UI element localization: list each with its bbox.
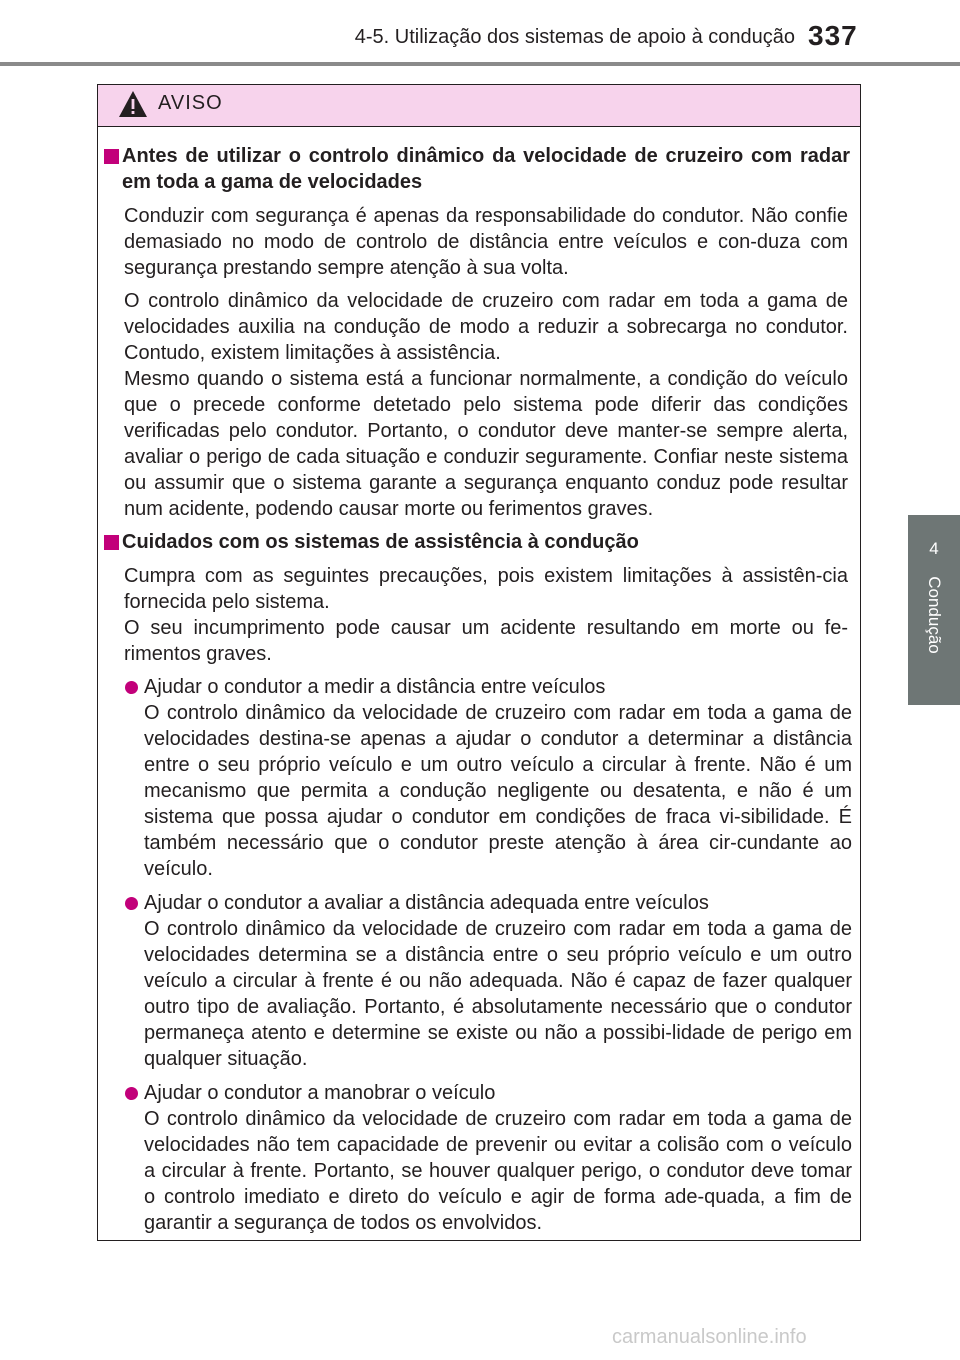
paragraph-text: O seu incumprimento pode causar um acidente resultando em morte ou fe-rimentos graves. — [124, 617, 848, 665]
warning-label: AVISO — [158, 92, 223, 114]
chapter-label: Condução — [925, 576, 944, 654]
paragraph-text: O controlo dinâmico da velocidade de cruzeiro com radar em toda a gama de velocidades auxilia na condução de modo a reduzir a sobrecarga no condutor. Contudo, existem limitações à assistência. — [124, 290, 848, 364]
list-item — [98, 674, 860, 882]
paragraph-text: Cumpra com as seguintes precauções, pois existem limitações à assistên-cia fornecida pelo sistema. — [124, 565, 848, 613]
paragraph — [98, 288, 860, 522]
section-title: 4-5. Utilização dos sistemas de apoio à condução — [354, 26, 795, 48]
page-number: 337 — [808, 20, 858, 51]
warning-box — [97, 84, 861, 1241]
section-heading-text: Cuidados com os sistemas de assistência à condução — [122, 531, 639, 553]
paragraph — [98, 563, 860, 667]
section-heading-before-use — [98, 143, 860, 195]
bullet-dot-icon — [125, 681, 138, 694]
bullet-text: O controlo dinâmico da velocidade de cruzeiro com radar em toda a gama de velocidades determina se a distância entre o seu próprio veículo e um outro veículo a circular à frente é ou não adequada. Não é capaz de fazer qualquer outro tipo de avaliação. Portanto, é absolutamente necessário que o condutor permaneça atento e determine se existe ou não a possibi-lidade de perigo em qualquer situação. — [144, 918, 852, 1070]
warning-header — [98, 85, 860, 127]
chapter-number: 4 — [929, 539, 939, 558]
bullet-text: O controlo dinâmico da velocidade de cruzeiro com radar em toda a gama de velocidades não tem capacidade de prevenir ou evitar a colisão com o veículo a circular à frente. Portanto, se houver qualquer perigo, o condutor deve tomar o controlo imediato e direto do veículo e agir de forma ade-quada, a fim de garantir a segurança de todos os envolvidos. — [144, 1108, 852, 1234]
bullet-title: Ajudar o condutor a medir a distância entre veículos — [144, 676, 606, 698]
bullet-dot-icon — [125, 1087, 138, 1100]
warning-triangle-icon — [118, 90, 148, 118]
section-heading-assist-precautions — [98, 529, 860, 555]
warning-content — [98, 143, 860, 1244]
bullet-title: Ajudar o condutor a avaliar a distância adequada entre veículos — [144, 892, 709, 914]
chapter-side-tab[interactable] — [908, 515, 960, 705]
section-square-icon — [104, 149, 119, 164]
section-square-icon — [104, 535, 119, 550]
paragraph: Conduzir com segurança é apenas da responsabilidade do condutor. Não confie demasiado no modo de controlo de distância entre veículos e con-duza com segurança prestando sempre atenção à sua volta. — [124, 205, 848, 279]
section-heading-text: Antes de utilizar o controlo dinâmico da velocidade de cruzeiro com radar em toda a gama de velocidades — [122, 145, 850, 193]
bullet-dot-icon — [125, 897, 138, 910]
header-divider — [0, 62, 960, 66]
list-item — [98, 890, 860, 1072]
list-item — [98, 1080, 860, 1236]
bullet-title: Ajudar o condutor a manobrar o veículo — [144, 1082, 496, 1104]
watermark: carmanualsonline.info — [612, 1326, 807, 1348]
paragraph-text: Mesmo quando o sistema está a funcionar normalmente, a condição do veículo que o precede conforme detetado pelo sistema pode diferir das condições verificadas pelo condutor. Portanto, o condutor deve manter-se sempre alerta, avaliar o perigo de cada situação e conduzir seguramente. Confiar neste sistema ou assumir que o sistema garante a segurança enquanto conduz pode resultar num acidente, podendo causar morte ou ferimentos graves. — [124, 368, 848, 520]
bullet-text: O controlo dinâmico da velocidade de cruzeiro com radar em toda a gama de velocidades destina-se apenas a ajudar o condutor a determinar a distância entre o seu próprio veículo e um outro veículo a circular à frente. Não é um mecanismo que permita a condução negligente ou desatenta, e não é um sistema que possa ajudar o condutor em condições de fraca vi-sibilidade. É também necessário que o condutor preste atenção à área cir-cundante ao veículo. — [144, 702, 852, 880]
